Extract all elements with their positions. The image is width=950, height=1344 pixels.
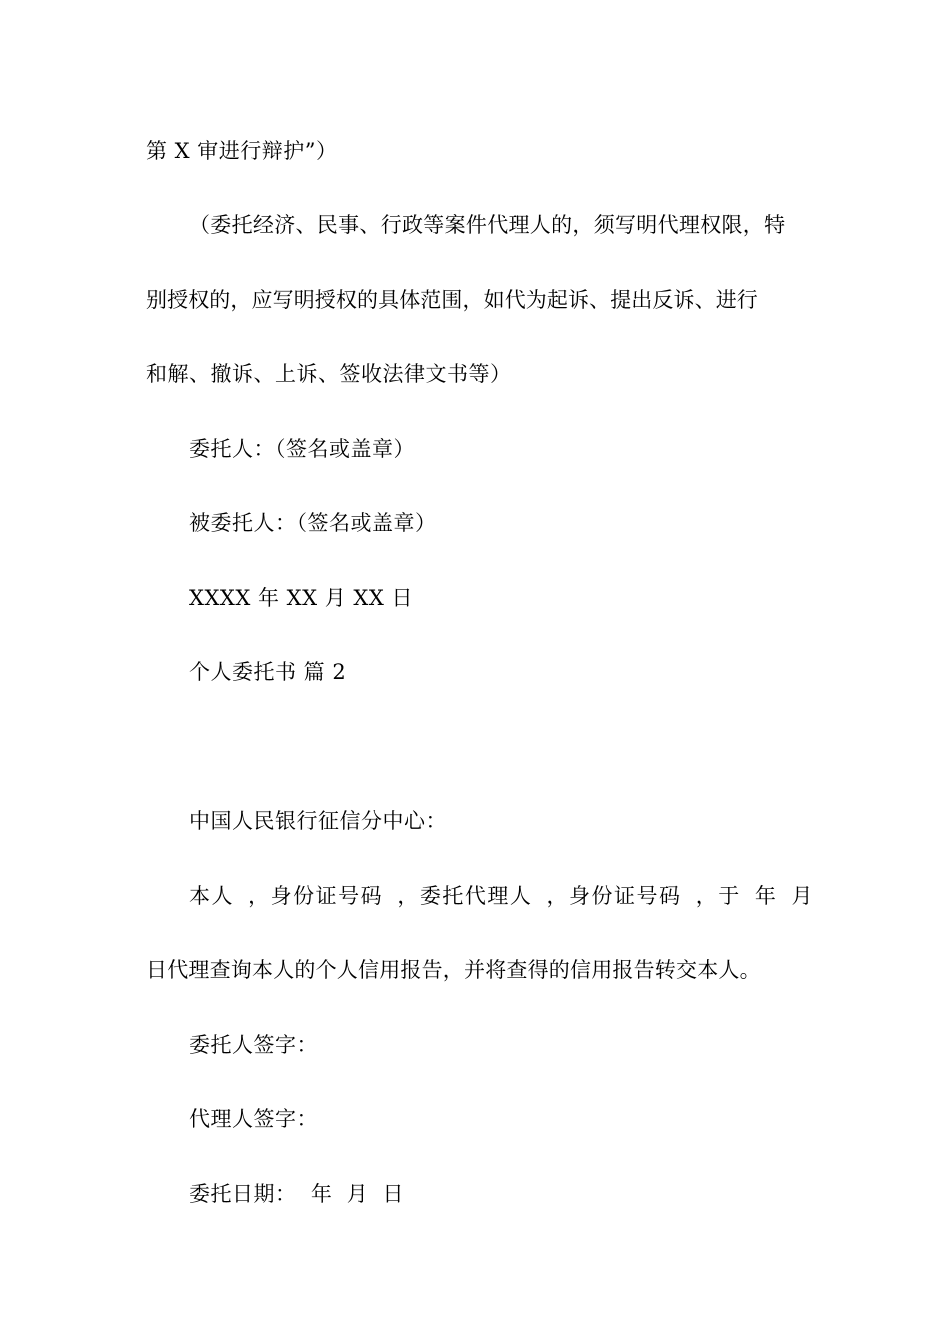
- addressee-line: 中国人民银行征信分中心：: [189, 809, 447, 833]
- principal-sign-field: 委托人签字：: [189, 1033, 318, 1057]
- paragraph-line: 和解、撤诉、上诉、签收法律文书等）: [146, 362, 512, 386]
- principal-signature-line: 委托人：（签名或盖章）: [189, 437, 415, 461]
- entrust-date-field: 委托日期： 年 月 日: [189, 1182, 405, 1206]
- paragraph-line: 第 X 审进行辩护”）: [146, 139, 338, 163]
- agent-sign-field: 代理人签字：: [189, 1107, 318, 1131]
- paragraph-line: 本人 ，身份证号码 ，委托代理人 ，身份证号码 ，于 年 月: [189, 884, 815, 908]
- paragraph-line: （委托经济、民事、行政等案件代理人的，须写明代理权限，特: [189, 213, 786, 237]
- paragraph-line: 别授权的，应写明授权的具体范围，如代为起诉、提出反诉、进行: [146, 288, 758, 312]
- paragraph-line: 日代理查询本人的个人信用报告，并将查得的信用报告转交本人。: [146, 958, 761, 982]
- section-heading: 个人委托书 篇 2: [189, 660, 347, 684]
- date-line: XXXX 年 XX 月 XX 日: [189, 586, 413, 610]
- agent-signature-line: 被委托人：（签名或盖章）: [189, 511, 437, 535]
